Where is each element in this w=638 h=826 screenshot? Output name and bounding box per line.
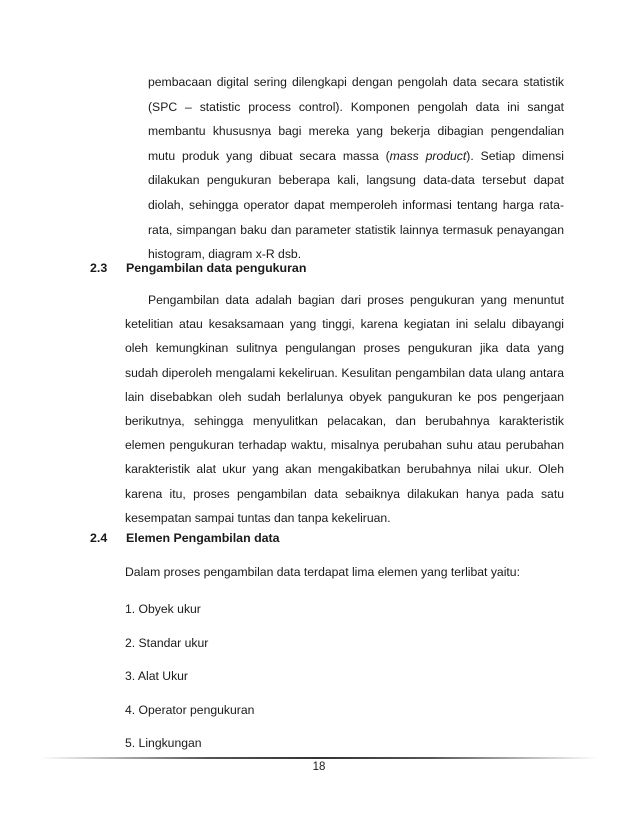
- list-item: 1. Obyek ukur: [125, 602, 201, 616]
- section-heading-2-3: [90, 261, 306, 275]
- continuation-paragraph: [148, 70, 564, 267]
- paragraph-text-part1: pembacaan digital sering dilengkapi dengan pengolah data secara statistik (SPC – statistic process control). Komponen pengolah data ini sangat membantu khususnya bagi mereka yang bekerja dibagian pengendalian mutu produk yang dibuat secara massa (: [148, 75, 564, 163]
- section-heading-2-4: [90, 531, 280, 545]
- section-number: 2.4: [90, 531, 108, 545]
- italic-term: mass product: [389, 148, 467, 163]
- section-2-3-paragraph: Pengambilan data adalah bagian dari proses pengukuran yang menuntut ketelitian atau kesaksamaan yang tinggi, karena kegiatan ini selalu dibayangi oleh kemungkinan sulitnya pengulangan proses pengukuran jika data yang sudah diperoleh mengalami kekeliruan. Kesulitan pengambilan data ulang antara lain disebabkan oleh sudah berlalunya obyek pangukuran ke pos pengerjaan berikutnya, sehingga menyulitkan pelacakan, dan berubahnya karakteristik elemen pengukuran terhadap waktu, misalnya perubahan suhu atau perubahan karakteristik alat ukur yang akan mengakibatkan berubahnya nilai ukur. Oleh karena itu, proses pengambilan data sebaiknya dilakukan hanya pada satu kesempatan sampai tuntas dan tanpa kekeliruan.: [125, 293, 564, 525]
- section-2-4-intro: Dalam proses pengambilan data terdapat lima elemen yang terlibat yaitu:: [125, 565, 520, 579]
- section-title: Elemen Pengambilan data: [126, 531, 280, 545]
- list-item: 2. Standar ukur: [125, 635, 209, 650]
- section-number: 2.3: [90, 261, 108, 275]
- list-item: 4. Operator pengukuran: [125, 702, 255, 717]
- element-list: [125, 600, 254, 768]
- section-title: Pengambilan data pengukuran: [126, 261, 307, 275]
- list-item: 3. Alat Ukur: [125, 669, 188, 683]
- page-number: 18: [312, 761, 326, 773]
- footer-divider: [40, 757, 598, 759]
- list-item: 5. Lingkungan: [125, 736, 202, 750]
- paragraph-text-part2: ). Setiap dimensi dilakukan pengukuran beberapa kali, langsung data-data tersebut dapat diolah, sehingga operator dapat memperoleh informasi tentang harga rata-rata, simpangan baku dan parameter statistik lainnya termasuk penayangan histogram, diagram x-R dsb.: [148, 148, 564, 262]
